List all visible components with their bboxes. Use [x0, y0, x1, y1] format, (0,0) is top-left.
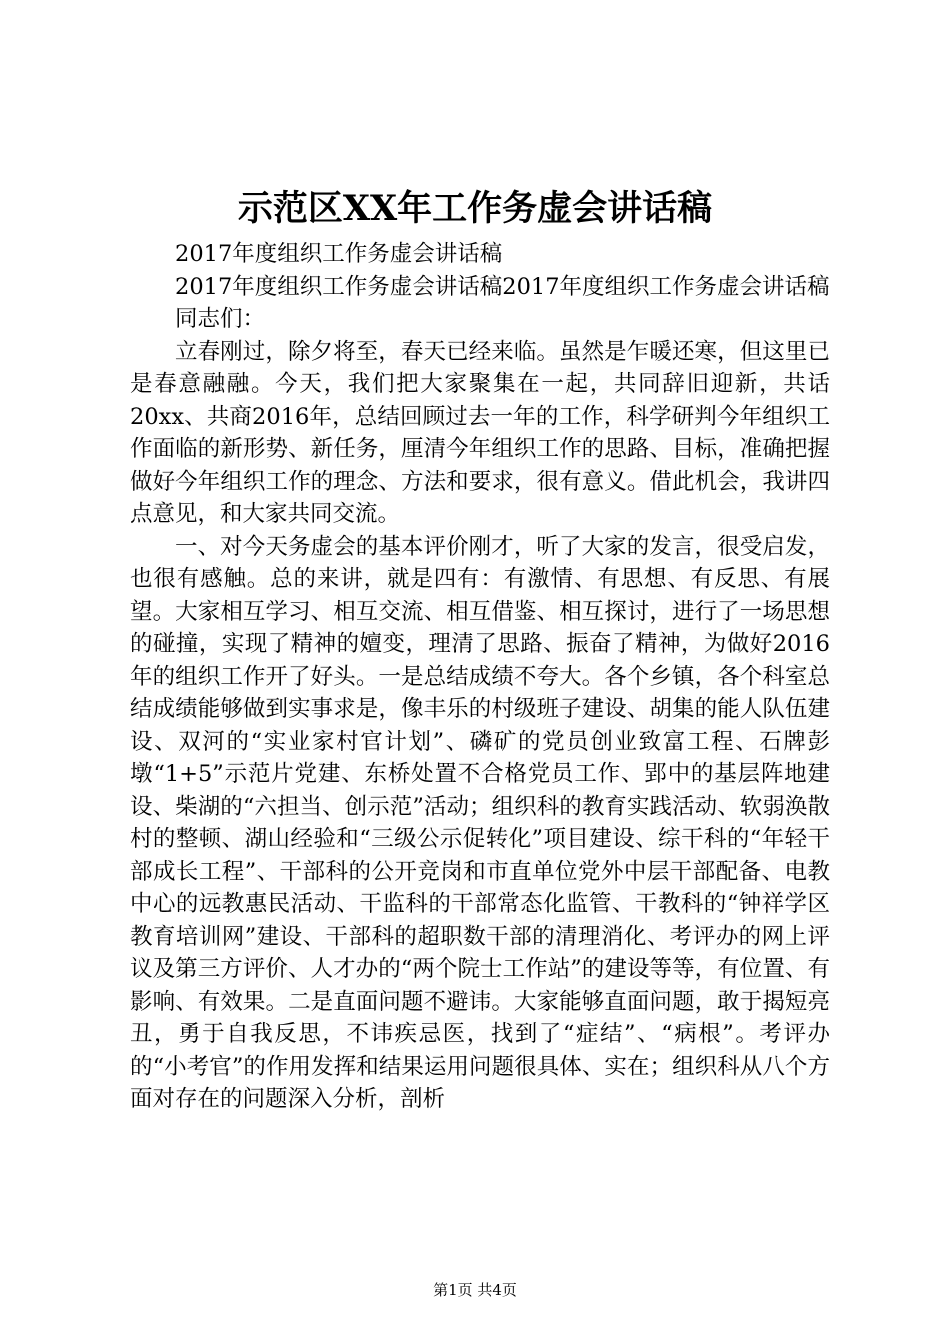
page-footer: 第1页 共4页 [433, 1281, 517, 1299]
paragraph-repeat-title: 2017年度组织工作务虚会讲话稿2017年度组织工作务虚会讲话稿 [175, 273, 830, 300]
document-body [130, 238, 830, 1116]
paragraph-subtitle: 2017年度组织工作务虚会讲话稿 [175, 241, 503, 267]
paragraph-intro: 立春刚过，除夕将至，春天已经来临。虽然是乍暖还寒，但这里已是春意融融。今天，我们把大家聚集在一起，共同辞旧迎新，共话20xx、共商2016年，总结回顾过去一年的工作，科学研判今年组织工作面临的新形势、新任务，厘清今年组织工作的思路、目标，准确把握做好今年组织工作的理念、方法和要求，很有意义。借此机会，我讲四点意见，和大家共同交流。 [130, 338, 830, 527]
paragraph-salutation: 同志们： [175, 306, 266, 332]
document-title: 示范区XX年工作务虚会讲话稿 [237, 188, 713, 229]
paragraph-section-one: 一、对今天务虚会的基本评价刚才，听了大家的发言，很受启发，也很有感触。总的来讲，就是四有：有激情、有思想、有反思、有展望。大家相互学习、相互交流、相互借鉴、相互探讨，进行了一场思想的碰撞，实现了精神的嬗变，理清了思路、振奋了精神，为做好2016年的组织工作开了好头。一是总结成绩不夸大。各个乡镇，各个科室总结成绩能够做到实事求是，像丰乐的村级班子建设、胡集的能人队伍建设、双河的“实业家村官计划”、磷矿的党员创业致富工程、石牌彭墩“1+5”示范片党建、东桥处置不合格党员工作、郢中的基层阵地建设、柴湖的“六担当、创示范”活动；组织科的教育实践活动、软弱涣散村的整顿、湖山经验和“三级公示促转化”项目建设、综干科的“年轻干部成长工程”、干部科的公开竞岗和市直单位党外中层干部配备、电教中心的远教惠民活动、干监科的干部常态化监管、干教科的“钟祥学区教育培训网”建设、干部科的超职数干部的清理消化、考评办的网上评议及第三方评价、人才办的“两个院士工作站”的建设等等，有位置、有影响、有效果。二是直面问题不避讳。大家能够直面问题，敢于揭短亮丑，勇于自我反思，不讳疾忌医，找到了“症结”、“病根”。考评办的“小考官”的作用发挥和结果运用问题很具体、实在；组织科从八个方面对存在的问题深入分析，剖析 [130, 533, 830, 1112]
